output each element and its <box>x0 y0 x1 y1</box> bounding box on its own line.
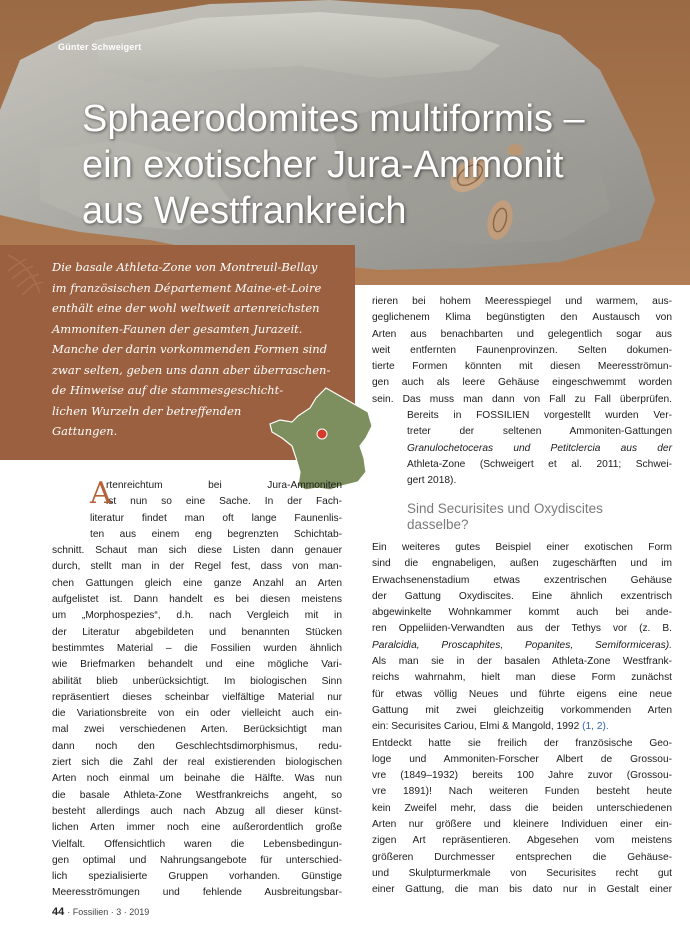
text-line: die Variationsbreite von ein oder vielleicht auch ein- <box>52 708 342 720</box>
text-line: Gattung mit zwei gleichzeitig vorkommenden Arten <box>372 704 672 716</box>
text-line: Arten nur größere und kleinere Individuen einer ein- <box>372 819 672 831</box>
heading-line: dasselbe? <box>407 517 469 532</box>
text-line: einer Gattung, die man bis dato nur in Gestalt einer <box>372 884 672 896</box>
text-line: bestimmtes Material – die Fossilien wurden ähnlich <box>52 642 342 654</box>
text-line: loge und Ammoniten-Forscher Albert de Grossou- <box>372 753 672 765</box>
text-line: größeren Durchmesser entsprechen die Gehäuse- <box>372 851 672 863</box>
text-line: Bereits in FOSSILIEN vorgestellt wurden Ver- <box>407 410 672 422</box>
text-line: literatur findet man oft lange Faunenlis- <box>90 512 342 524</box>
text-line: gert 2018). <box>407 475 457 487</box>
text-line: rtenreichtum bei Jura-Ammoniten <box>106 480 342 491</box>
text-line: ziert sich die Zahl der real existierenden biologischen <box>52 757 342 769</box>
article-title <box>82 96 672 234</box>
text-line: abilität blieb unberücksichtigt. Im biologischen Sinn <box>52 675 342 687</box>
text-line: aufgelistet ist. Dann handelt es bei diesen meistens <box>52 594 342 606</box>
text-line: rieren bei hohem Meeresspiegel und warmem, aus- <box>372 296 672 307</box>
text-line: ten aus einem eng begrenzten Schichtab- <box>90 528 342 540</box>
heading-line: Sind Securisites und Oxydiscites <box>407 501 603 516</box>
text-line: sind die engnabeligen, außen zugeschärften und im <box>372 558 672 570</box>
text-line: gen auch als leere Gehäuse eingeschwemmt worden <box>372 377 672 389</box>
text-line: ist nun so eine Sache. In der Fach- <box>106 496 342 508</box>
text-line: schnitt. Schaut man sich diese Listen dann genauer <box>52 545 342 557</box>
text-line-with-ref <box>372 719 672 735</box>
text-line: gen optimal und Nahrungsangebote für unterschied- <box>52 854 342 866</box>
dropcap-letter: A <box>90 476 112 511</box>
text-line: ein: Securisites Cariou, Elmi & Mangold, 1992 <box>372 721 580 733</box>
location-marker-icon <box>317 429 327 439</box>
text-line: durch, stellt man in der Regel fest, dass von man- <box>52 561 342 573</box>
text-line: Entdeckt hatte sie freilich der französische Geo- <box>372 737 672 749</box>
text-line: weit entfernten Faunenprovinzen. Selten dokumen- <box>372 344 672 356</box>
paragraph-fossilien <box>372 408 672 489</box>
text-line: Meeresströmungen und fehlende Ausbreitungsbar- <box>52 887 342 899</box>
text-line: kein Zweifel mehr, dass die beiden unterschiedenen <box>372 802 672 814</box>
text-line: Erwachsenenstadium etwas exzentrischen Gehäuse <box>372 574 672 586</box>
journal-citation: · Fossilien · 3 · 2019 <box>67 907 150 917</box>
text-line: tierte Formen könnten mit diesen Meeresströmun- <box>372 361 672 373</box>
text-line: geglichenem Klima begünstigten den Austausch von <box>372 312 672 324</box>
section-heading <box>407 501 667 533</box>
text-line: besteht allerdings auch nach Abzug all dieser künst- <box>52 805 342 817</box>
text-line: Paralcidia, Proscaphites, Popanites, Semiformiceras). <box>372 639 672 651</box>
text-line: Vielfalt. Offensichtlich waren die Lebensbedingun- <box>52 838 342 850</box>
lead-line: im französischen Département Maine-et-Loire <box>52 280 322 295</box>
lead-line: enthält eine der wohl weltweit artenreichsten <box>52 301 320 315</box>
lead-line: Manche der darin vorkommenden Formen sind <box>52 342 328 356</box>
title-line: Sphaerodomites multiformis – <box>82 98 585 140</box>
text-line: Granulochetoceras und Petitclercia aus der <box>407 442 672 454</box>
text-line: der Gattung Oxydiscites. Eine ähnlich exzentrisch <box>372 590 672 602</box>
text-line: chen Gattungen gleich eine ganze Anzahl an Arten <box>52 577 342 589</box>
dropcap-paragraph <box>52 478 342 543</box>
column-left <box>52 478 342 902</box>
text-line: reichs wahrnahm, hielt man diese Form zunächst <box>372 672 672 684</box>
text-line: lich spezialisierte Gruppen vorhanden. Günstige <box>52 871 342 883</box>
column-right-top <box>372 294 672 490</box>
lead-line: zwar selten, geben uns dann aber überraschen- <box>52 362 331 377</box>
text-line: sein. Das muss man dann von Fall zu Fall überprüfen. <box>372 393 672 405</box>
text-line: ren Oppeliiden-Verwandten aus der Tethys vor (z. B. <box>372 623 672 635</box>
page-footer <box>52 906 149 918</box>
title-line: ein exotischer Jura-Ammonit <box>82 144 564 186</box>
text-line: Arten aus benachbarten und gelegentlich sogar aus <box>372 328 672 340</box>
text-line: für etwas völlig Neues und führte eigens eine neue <box>372 688 672 700</box>
figure-reference-link[interactable]: (1, 2). <box>582 721 609 733</box>
text-line: abgewinkelte Wohnkammer kommt auch bei ande- <box>372 607 672 619</box>
text-line: Als man sie in der basalen Athleta-Zone Westfrank- <box>372 656 672 668</box>
text-line: Ein weiteres gutes Beispiel einer exotischen Form <box>372 542 672 553</box>
text-line: treter der seltenen Ammoniten-Gattungen <box>407 426 672 438</box>
text-line: die basale Athleta-Zone Westfrankreichs angeht, so <box>52 789 342 801</box>
text-line: vre (1849–1932) bereits 100 Jahre zuvor (Grossou- <box>372 770 672 782</box>
text-line: der Literatur abgebildeten und benannten Stücken <box>52 626 342 638</box>
text-line: mal zwei verschiedenen Arten. Berücksichtigt man <box>52 724 342 736</box>
text-line: Athleta-Zone (Schweigert et al. 2011; Schwei- <box>407 458 672 470</box>
lead-line: Ammoniten-Faunen der gesamten Jurazeit. <box>52 321 303 336</box>
text-line: wie Briefmarken behandelt und eine mögliche Vari- <box>52 659 342 671</box>
text-line: um „Morphospezies“, d.h. nach Vergleich mit in <box>52 610 342 622</box>
text-line: vre 1891)! Nach weiteren Funden besteht heute <box>372 786 672 798</box>
lead-line: Die basale Athleta-Zone von Montreuil-Bellay <box>52 260 318 274</box>
column-right-body <box>372 540 672 899</box>
lead-line: Gattungen. <box>52 424 118 438</box>
text-line: lichen Arten immer noch eine außerordentlich große <box>52 822 342 834</box>
title-line: aus Westfrankreich <box>82 190 407 232</box>
page-number: 44 <box>52 906 65 918</box>
author-name: Günter Schweigert <box>58 42 142 52</box>
text-line: und Skulpturmerkmale von Securisites recht gut <box>372 867 672 879</box>
lead-line: lichen Wurzeln der betreffenden <box>52 403 242 418</box>
text-line: repräsentiert dieses scheinbar vielfältige Material nur <box>52 691 342 703</box>
text-line: Arten noch einmal um beinahe die Hälfte. Was nun <box>52 773 342 785</box>
text-line: zigen Art repräsentieren. Abgesehen vom meistens <box>372 835 672 847</box>
lead-line: de Hinweise auf die stammesgeschicht- <box>52 383 284 397</box>
text-line: dann noch den Geschlechtsdimorphismus, redu- <box>52 740 342 752</box>
